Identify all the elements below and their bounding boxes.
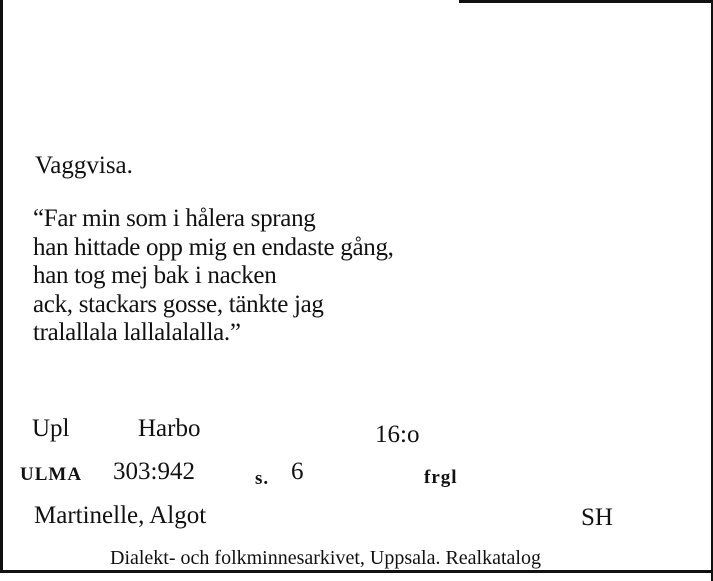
poem-line-2: han hittade opp mig en endaste gång, <box>33 233 394 261</box>
page-number: 6 <box>291 458 304 485</box>
poem-line-5: tralallala lallalalalla.” <box>33 319 241 346</box>
informant-name: Martinelle, Algot <box>34 502 207 529</box>
archive-number: 303:942 <box>113 458 195 485</box>
archive-code: ULMA <box>20 464 83 485</box>
poem-line-3: han tog mej bak i nacken <box>33 262 277 289</box>
card-top-edge <box>459 0 713 3</box>
record-date: 16:o <box>375 421 420 448</box>
category-code: frgl <box>424 467 458 488</box>
card-left-edge <box>0 0 3 572</box>
song-title: Vaggvisa. <box>35 152 133 179</box>
poem-line-1: “Far min som i hålera sprang <box>33 205 316 232</box>
recorder-initials: SH <box>581 504 613 531</box>
province: Upl <box>32 415 70 442</box>
parish: Harbo <box>138 415 201 442</box>
page-label: s. <box>255 468 270 489</box>
archive-footer: Dialekt- och folkminnesarkivet, Uppsala. Realkatalog <box>110 547 541 569</box>
poem-line-4: ack, stackars gosse, tänkte jag <box>33 290 324 318</box>
poem-text <box>33 205 394 348</box>
